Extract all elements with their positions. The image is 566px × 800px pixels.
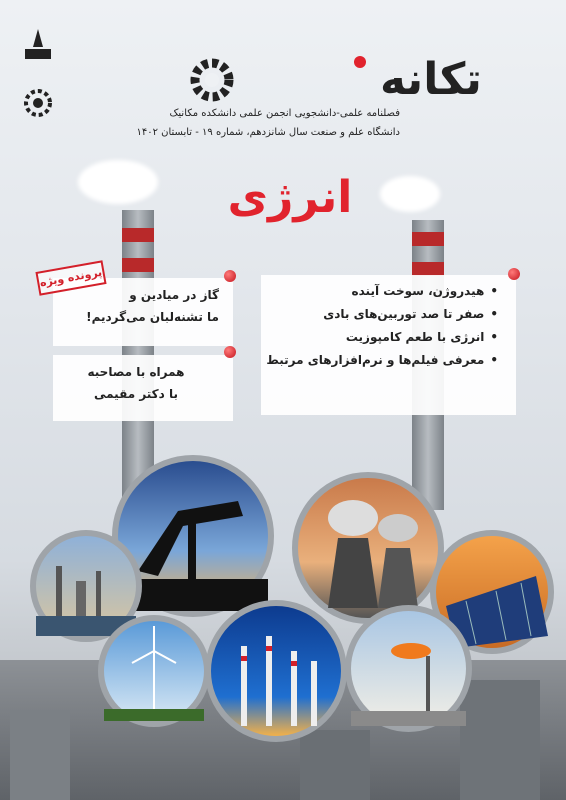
topic-item: • معرفی فیلم‌ها و نرم‌افزارهای مرتبط <box>261 353 498 367</box>
topic-item: • صفر تا صد توربین‌های بادی <box>261 307 498 321</box>
smoke-cloud-right <box>380 176 440 212</box>
university-logo <box>18 85 58 127</box>
gas-flare-image <box>345 605 472 732</box>
interview-line-2: با دکتر مقیمی <box>93 387 179 401</box>
header-line-1: فصلنامه علمی-دانشجویی انجمن علمی دانشکده مکانیک <box>169 108 400 119</box>
pin-icon <box>508 268 520 280</box>
special-line-1: گاز در میادین و <box>129 288 219 302</box>
special-line-2: ما تشنه‌لبان می‌گردیم! <box>86 310 219 324</box>
topic-item: • انرژی با طعم کامپوزیت <box>261 330 498 344</box>
topics-panel <box>261 275 516 415</box>
logo-column <box>18 25 58 145</box>
association-logo <box>18 25 58 67</box>
special-badge: پرونده ویژه <box>35 260 106 295</box>
pin-icon <box>224 270 236 282</box>
issue-title: انرژی <box>227 172 353 223</box>
interview-line-1: همراه با مصاحبه <box>87 365 185 379</box>
night-plant-image <box>205 600 347 742</box>
brand-name: تکانه <box>380 54 482 105</box>
brand-logo <box>180 52 482 105</box>
cooling-towers-image <box>292 472 444 624</box>
wind-turbines-image <box>98 615 210 727</box>
smoke-cloud-left <box>78 160 158 204</box>
interview-panel <box>53 355 233 421</box>
header-line-2: دانشگاه علم و صنعت سال شانزدهم، شماره ۱۹ - تابستان ۱۴۰۲ <box>136 127 400 138</box>
topic-item: • هیدروژن، سوخت آینده <box>261 284 498 298</box>
pin-icon <box>224 346 236 358</box>
